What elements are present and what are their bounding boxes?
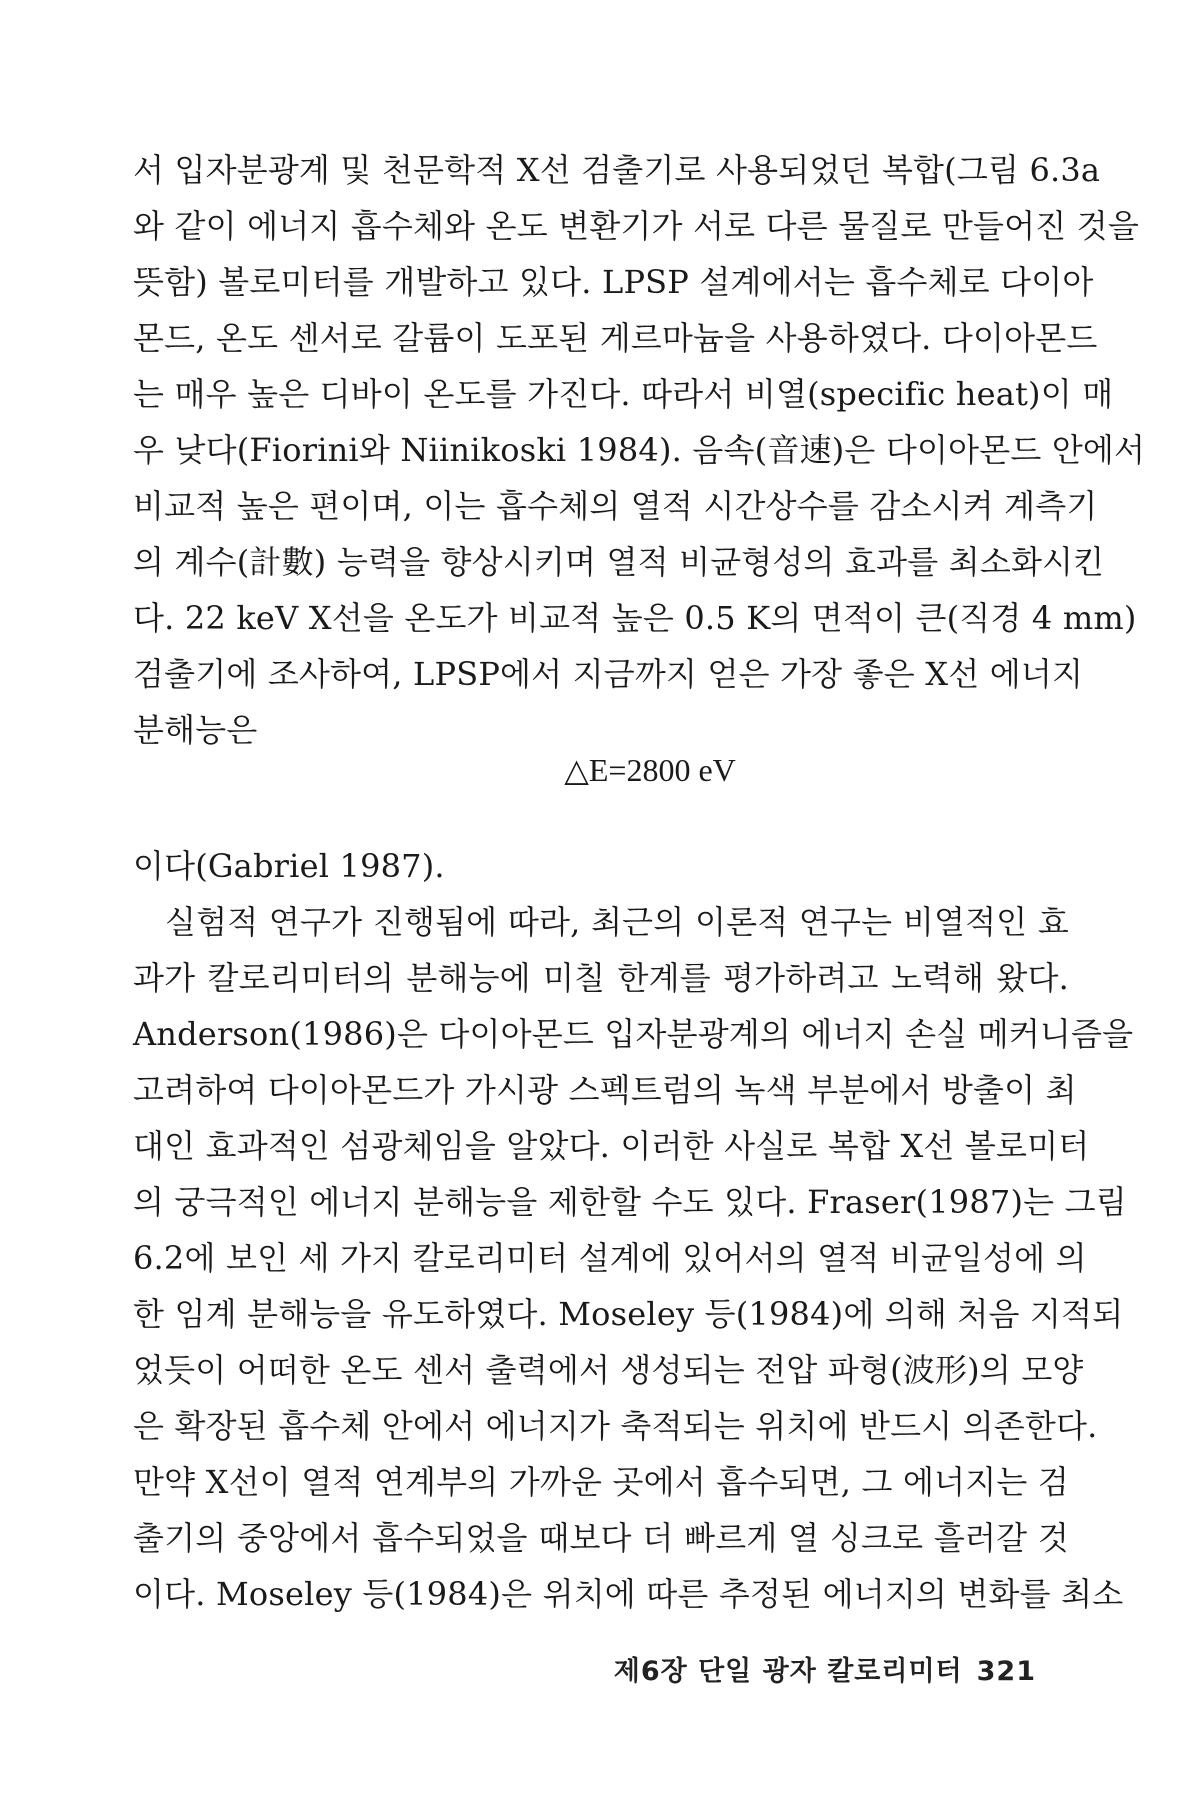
- text-line: 서 입자분광계 및 천문학적 X선 검출기로 사용되었던 복합(그림 6.3a: [133, 151, 1101, 189]
- text-line: 고려하여 다이아몬드가 가시광 스펙트럼의 녹색 부분에서 방출이 최: [133, 1071, 1077, 1109]
- text-line: 의 계수(計數) 능력을 향상시키며 열적 비균형성의 효과를 최소화시킨: [133, 543, 1105, 581]
- text-line: 이다. Moseley 등(1984)은 위치에 따른 추정된 에너지의 변화를 최소: [133, 1575, 1124, 1613]
- page-number: 321: [976, 1656, 1036, 1687]
- text-line: 비교적 높은 편이며, 이는 흡수체의 열적 시간상수를 감소시켜 계측기: [133, 487, 1098, 525]
- text-line: 우 낮다(Fiorini와 Niinikoski 1984). 음속(音速)은 다이아몬드 안에서: [133, 431, 1146, 469]
- text-line: 뜻함) 볼로미터를 개발하고 있다. LPSP 설계에서는 흡수체로 다이아: [133, 263, 1094, 301]
- text-line: 이다(Gabriel 1987).: [133, 847, 445, 885]
- text-line: 6.2에 보인 세 가지 칼로리미터 설계에 있어서의 열적 비균일성에 의: [133, 1239, 1087, 1277]
- text-line: 대인 효과적인 섬광체임을 알았다. 이러한 사실로 복합 X선 볼로미터: [133, 1127, 1090, 1165]
- text-line: 몬드, 온도 센서로 갈륨이 도포된 게르마늄을 사용하였다. 다이아몬드: [133, 319, 1098, 357]
- equation: [0, 742, 1200, 798]
- text-line: 와 같이 에너지 흡수체와 온도 변환기가 서로 다른 물질로 만들어진 것을: [133, 207, 1139, 245]
- text-line: 실험적 연구가 진행됨에 따라, 최근의 이론적 연구는 비열적인 효: [165, 903, 1069, 941]
- chapter-title: 제6장 단일 광자 칼로리미터: [613, 1656, 963, 1687]
- text-line: 분해능은: [133, 711, 258, 749]
- text-line: 의 궁극적인 에너지 분해능을 제한할 수도 있다. Fraser(1987)는 그림: [133, 1183, 1127, 1221]
- text-line: 은 확장된 흡수체 안에서 에너지가 축적되는 위치에 반드시 의존한다.: [133, 1407, 1098, 1445]
- text-line: 었듯이 어떠한 온도 센서 출력에서 생성되는 전압 파형(波形)의 모양: [133, 1351, 1084, 1389]
- equation-text: △E=2800 eV: [564, 752, 736, 788]
- text-line: Anderson(1986)은 다이아몬드 입자분광계의 에너지 손실 메커니즘을: [133, 1015, 1134, 1053]
- text-line: 한 임계 분해능을 유도하였다. Moseley 등(1984)에 의해 처음 지적되: [133, 1295, 1124, 1333]
- text-line: 출기의 중앙에서 흡수되었을 때보다 더 빠르게 열 싱크로 흘러갈 것: [133, 1519, 1069, 1557]
- page-footer: [614, 1652, 1036, 1692]
- text-line: 만약 X선이 열적 연계부의 가까운 곳에서 흡수되면, 그 에너지는 검: [133, 1463, 1069, 1501]
- text-line: 는 매우 높은 디바이 온도를 가진다. 따라서 비열(specific heat)이 매: [133, 375, 1114, 413]
- text-line: 다. 22 keV X선을 온도가 비교적 높은 0.5 K의 면적이 큰(직경 4 mm): [133, 599, 1137, 637]
- text-line: 과가 칼로리미터의 분해능에 미칠 한계를 평가하려고 노력해 왔다.: [133, 959, 1069, 997]
- text-line: 검출기에 조사하여, LPSP에서 지금까지 얻은 가장 좋은 X선 에너지: [133, 655, 1084, 693]
